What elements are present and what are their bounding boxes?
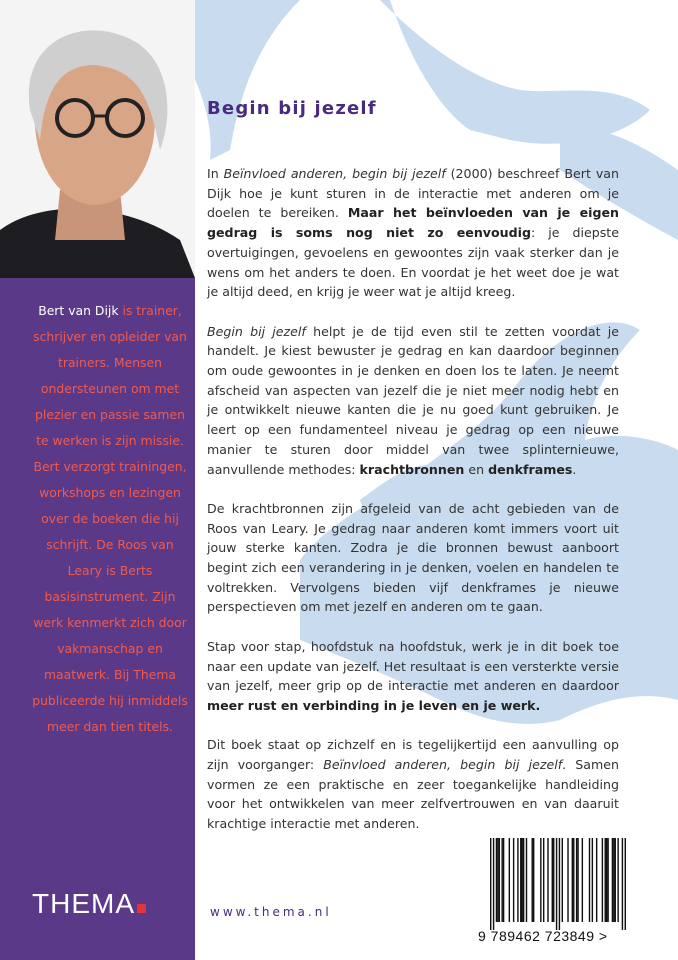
paragraph-5 <box>207 735 619 834</box>
barcode-bar <box>573 838 574 922</box>
book-reference: Beïnvloed anderen, begin bij jezelf <box>223 166 446 181</box>
text: (2000) beschreef Bert van Dijk hoe je kunt sturen in de interactie met anderen om je doelen te bereiken. <box>207 166 619 221</box>
barcode-bar <box>582 838 583 922</box>
text: Dit boek staat op zichzelf en is tegelijkertijd een aanvulling op zijn voorganger: <box>207 737 619 773</box>
emphasis: krachtbronnen <box>359 461 465 477</box>
barcode-bar <box>543 838 544 922</box>
author-name: Bert van Dijk <box>38 303 119 318</box>
barcode-bar <box>592 838 593 922</box>
barcode-bar <box>612 838 613 922</box>
text: In <box>207 166 224 181</box>
barcode-bar <box>513 838 514 922</box>
barcode-bar <box>602 838 603 922</box>
emphasis: denkframes <box>488 461 573 477</box>
book-reference: Begin bij jezelf <box>207 323 306 339</box>
book-reference: Beïnvloed anderen, begin bij jezelf <box>323 757 563 773</box>
barcode-bar <box>622 838 623 930</box>
barcode-bar <box>576 838 577 922</box>
barcode-bar <box>526 838 527 922</box>
barcode-bar <box>617 838 618 922</box>
barcode-bar <box>553 838 554 922</box>
barcode-bar <box>499 838 500 922</box>
barcode-bar <box>589 838 590 922</box>
barcode-bar <box>517 838 518 922</box>
barcode-bar <box>523 838 524 922</box>
barcode-bar <box>501 838 502 922</box>
paragraph-4 <box>207 637 619 716</box>
author-bio-text: is trainer, schrijver en opleider van trainers. Mensen ondersteunen om met plezier en passie samen te werken is zijn missie. Bert verzorgt trainingen, workshops en lezingen over de boeken die hij schrijft. De Roos van Leary is Berts basisinstrument. Zijn werk kenmerkt zich door vakmanschap en maatwerk. Bij Thema publiceerde hij inmiddels meer dan tien titels. <box>32 303 188 734</box>
paragraph-3: De krachtbronnen zijn afgeleid van de acht gebieden van de Roos van Leary. Je gedrag naar anderen komt immers voort uit jouw sterke kanten. Zodra je die bronnen bewust aanboort begint zich een verandering in je denken, voelen en handelen te voltrekken. Vervolgens bieden vijf denkframes je nieuwe perspectieven om met jezelf en anderen om te gaan. <box>207 500 619 615</box>
barcode-bar <box>497 838 498 922</box>
barcode-bar <box>493 838 494 930</box>
barcode-bar <box>496 838 497 922</box>
emphasis: meer rust en verbinding in je leven en je werk. <box>207 697 541 713</box>
barcode-bar <box>625 838 626 930</box>
barcode-bar <box>552 838 553 922</box>
book-title: Begin bij jezelf <box>207 98 377 119</box>
barcode-bars <box>490 838 626 930</box>
barcode-bar <box>532 838 533 922</box>
publisher-logo <box>32 888 146 920</box>
text: helpt je de tijd even stil te zetten voordat je handelt. Je kiest bewuster je gedrag en kan daardoor beginnen om oude gewoontes in je denken en doen los te laten. Je neemt afscheid van aspecten van jezelf die je niet meer nodig hebt en je ontwikkelt nieuwe kanten die je nu goed kunt gebruiken. Je leert op een fundamenteel niveau je gedrag op een nieuwe manier te sturen door middel van twee splinternieuwe, aanvullende methodes: <box>207 323 620 477</box>
text: Stap voor stap, hoofdstuk na hoofdstuk, werk je in dit boek toe naar een update van jezelf. Het resultaat is een versterkte versie van jezelf, meer grip op de interactie met anderen en daardoor <box>207 638 619 694</box>
barcode-bar <box>503 838 504 922</box>
paragraph-2 <box>207 322 619 480</box>
barcode-bar <box>520 838 521 922</box>
barcode-bar <box>567 838 568 922</box>
barcode-bar <box>490 838 491 930</box>
emphasis: Maar het beïnvloeden van je eigen gedrag is soms nog niet zo eenvoudig <box>207 205 619 241</box>
text: . <box>572 461 577 477</box>
paragraph-1 <box>207 164 619 302</box>
barcode-bar <box>533 838 534 922</box>
text: en <box>464 461 489 477</box>
author-sidebar <box>0 278 195 960</box>
barcode-bar <box>521 838 522 922</box>
barcode-bar <box>562 838 563 922</box>
barcode-bar <box>556 838 557 930</box>
barcode-bar <box>547 838 548 922</box>
barcode-bar <box>615 838 616 922</box>
barcode-bar <box>540 838 541 922</box>
barcode-bar <box>559 838 560 930</box>
publisher-url[interactable]: www.thema.nl <box>210 905 332 919</box>
isbn-number: 9 789462 723849 > <box>478 928 608 944</box>
barcode-bar <box>607 838 608 922</box>
author-bio <box>30 298 190 740</box>
barcode-bar <box>509 838 510 922</box>
barcode-bar <box>577 838 578 922</box>
text: . Samen vormen ze een praktische en zeer toegankelijke handleiding voor het ontwikkelen van meer zelfvertrouwen en van daaruit krachtige interactie met anderen. <box>207 757 619 832</box>
barcode-bar <box>605 838 606 922</box>
publisher-logo-text: THEMA <box>32 888 135 919</box>
author-photo <box>0 0 195 278</box>
blurb-text <box>207 164 619 854</box>
logo-dot-icon <box>137 904 146 913</box>
barcode-bar <box>606 838 607 922</box>
barcode-bar <box>596 838 597 922</box>
barcode-bar <box>572 838 573 922</box>
barcode-bar <box>613 838 614 922</box>
text: : je diepste overtuigingen, gevoelens en gewoontes zijn vaak sterker dan je wens om het anders te doen. En voordat je het weet doe je wat je altijd deed, en krijg je weer wat je altijd kreeg. <box>207 225 619 300</box>
